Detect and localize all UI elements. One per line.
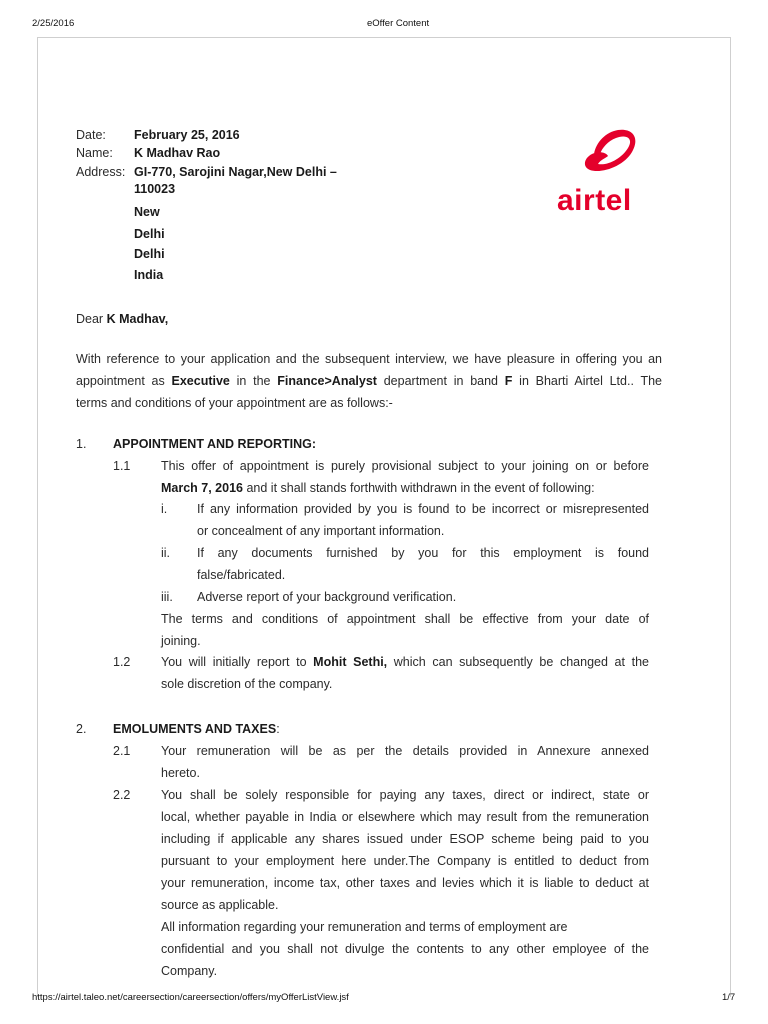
section-number: 2. bbox=[76, 722, 87, 736]
condition-item: Adverse report of your background verification. bbox=[197, 590, 457, 604]
brand-wordmark: airtel bbox=[557, 184, 632, 217]
condition-item: If any information provided by you is found to be incorrect or misrepresented or concealment of any important information. bbox=[197, 502, 649, 538]
intro-paragraph: With reference to your application and the subsequent interview, we have pleasure in offering you an appointment as Executive in the Finance>Analyst department in band F in Bharti Airtel Ltd.. The terms and conditions of your appointment are as follows:- bbox=[76, 352, 662, 410]
address-line: New bbox=[134, 205, 160, 219]
airtel-logo-icon bbox=[578, 124, 642, 182]
item-number: ii. bbox=[161, 546, 171, 560]
print-url: https://airtel.taleo.net/careersection/careersection/offers/myOfferListView.jsf bbox=[32, 992, 349, 1003]
clause-1-1: This offer of appointment is purely provisional subject to your joining on or before March 7, 2016 and it shall stands forthwith withdrawn in the event of following: bbox=[161, 459, 649, 495]
clause-2-1: Your remuneration will be as per the details provided in Annexure annexed hereto. bbox=[161, 744, 649, 780]
effective-note: The terms and conditions of appointment shall be effective from your date of joining. bbox=[161, 612, 649, 648]
item-number: i. bbox=[161, 502, 168, 516]
address-label: Address: bbox=[76, 165, 126, 179]
address-line: Delhi bbox=[134, 227, 165, 241]
print-title: eOffer Content bbox=[367, 18, 430, 29]
item-number: iii. bbox=[161, 590, 173, 604]
address-line: India bbox=[134, 268, 164, 282]
address-line: 110023 bbox=[134, 182, 176, 196]
condition-item: If any documents furnished by you for this employment is found false/fabricated. bbox=[197, 546, 649, 582]
date-value: February 25, 2016 bbox=[134, 128, 240, 142]
section-heading: EMOLUMENTS AND TAXES: bbox=[113, 722, 280, 736]
clause-number: 1.2 bbox=[113, 655, 131, 669]
clause-number: 2.1 bbox=[113, 744, 131, 758]
clause-2-2: You shall be solely responsible for paying any taxes, direct or indirect, state or local, whether payable in India or elsewhere which may result from the remuneration including if applicable any shares issued under ESOP scheme being paid to you pursuant to your employment here under.The Company is entitled to deduct from your remuneration, income tax, other taxes and levies which it is liable to deduct at source as applicable. All information regarding your remuneration and terms of employment are confidential and you shall not divulge the contents to any other employee of the Company. bbox=[161, 788, 649, 978]
section-heading: APPOINTMENT AND REPORTING: bbox=[113, 437, 317, 451]
section-number: 1. bbox=[76, 437, 87, 451]
name-value: K Madhav Rao bbox=[134, 146, 221, 160]
clause-number: 2.2 bbox=[113, 788, 131, 802]
salutation: Dear K Madhav, bbox=[76, 312, 169, 326]
address-line: GI-770, Sarojini Nagar,New Delhi – bbox=[134, 165, 337, 179]
clause-1-2: You will initially report to Mohit Sethi, which can subsequently be changed at the sole discretion of the company. bbox=[161, 655, 649, 691]
page-number: 1/7 bbox=[722, 992, 736, 1003]
name-label: Name: bbox=[76, 146, 113, 160]
clause-number: 1.1 bbox=[113, 459, 131, 473]
print-date: 2/25/2016 bbox=[32, 18, 75, 29]
date-label: Date: bbox=[76, 128, 106, 142]
address-line: Delhi bbox=[134, 247, 165, 261]
